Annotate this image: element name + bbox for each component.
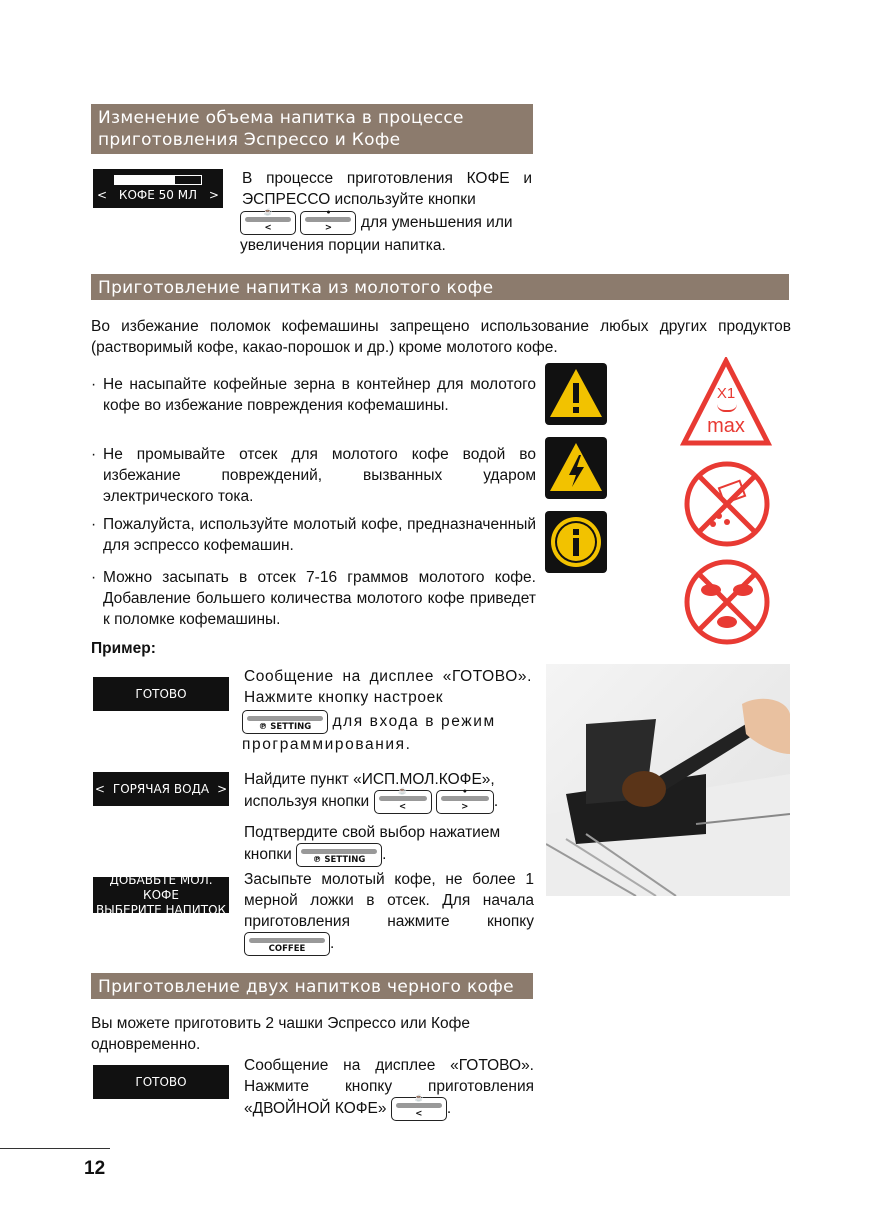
volume-buttons-row — [240, 211, 540, 256]
no-water-icon — [681, 458, 773, 550]
coffee-button[interactable]: COFFEE — [244, 932, 330, 956]
double-text-a: Сообщение на дисплее «ГОТОВО». Нажмите кнопку приготовления «ДВОЙНОЙ КОФЕ» — [244, 1057, 534, 1118]
step1-text-b: для входа в режим программирования. — [242, 713, 496, 753]
display-ready-2-label: ГОТОВО — [135, 1074, 187, 1089]
double-row: Сообщение на дисплее «ГОТОВО». Нажмите кнопку приготовления «ДВОЙНОЙ КОФЕ» ☕ < . — [244, 1057, 534, 1119]
footer-line — [0, 1148, 110, 1149]
electric-shock-icon — [545, 437, 607, 499]
section-title-volume — [91, 104, 533, 154]
bullet-4: · Можно засыпать в отсек 7-16 граммов молотого кофе. Добавление большего количества молотого кофе приведет к поломке кофемашины. — [91, 569, 536, 628]
display-ready-2 — [93, 1065, 229, 1099]
step4-row: Засыпьте молотый кофе, не более 1 мерной ложки в отсек. Для начала приготовления нажмите кнопку COFFEE . — [244, 871, 534, 954]
cup-icon: ☕ — [414, 1095, 424, 1102]
ground-coffee-photo — [546, 664, 790, 896]
bullet-1: · Не насыпайте кофейные зерна в контейнер для молотого кофе во избежание повреждения кофемашины. — [91, 376, 536, 414]
bullet-3: · Пожалуйста, используйте молотый кофе, предназначенный для эспрессо кофемашин. — [91, 516, 536, 554]
step4-text-a: Засыпьте молотый кофе, не более 1 мерной ложки в отсек. Для начала приготовления нажмите кнопку — [244, 871, 534, 930]
warning-icon — [545, 363, 607, 425]
display-hot-water-label: ГОРЯЧАЯ ВОДА — [112, 781, 210, 796]
arrow-right-icon: > — [208, 187, 219, 202]
info-icon — [545, 511, 607, 573]
section-title-double-text: Приготовление двух напитков черного кофе — [98, 977, 514, 997]
display-ready-1-label: ГОТОВО — [135, 686, 187, 701]
display-coffee-volume — [93, 169, 223, 208]
bean-icon: ● — [462, 788, 467, 795]
step2-text-a: Найдите пункт «ИСП.МОЛ.КОФЕ», используя кнопки — [244, 771, 495, 811]
section-title-volume-text: Изменение объема напитка в процессе приготовления Эспрессо и Кофе — [98, 108, 464, 150]
example-label: Пример: — [91, 640, 156, 657]
decrease-button[interactable]: ☕ < — [240, 211, 296, 235]
section-title-ground — [91, 274, 789, 300]
display-hot-water — [93, 772, 229, 806]
max-icon-bottom: max — [707, 415, 745, 437]
display-coffee-volume-label: КОФЕ 50 МЛ — [118, 187, 198, 202]
ground-intro: Во избежание поломок кофемашины запрещено использование любых других продуктов (растворимый кофе, какао-порошок и др.) кроме молотого кофе. — [91, 318, 791, 356]
bullet-2: · Не промывайте отсек для молотого кофе водой во избежание повреждений, вызванных ударом электрического тока. — [91, 446, 536, 505]
arrow-left-icon: < — [94, 781, 105, 796]
max-icon-top: X1 — [716, 385, 736, 402]
display-coffee-volume-row — [97, 188, 219, 203]
setting-button[interactable]: ℗ SETTING — [296, 843, 382, 867]
max-one-scoop-icon — [680, 357, 772, 449]
no-beans-icon — [681, 556, 773, 648]
cup-icon: ☕ — [398, 788, 407, 795]
bean-icon: ● — [326, 209, 331, 216]
section-title-double — [91, 973, 533, 999]
section-title-ground-text: Приготовление напитка из молотого кофе — [98, 278, 494, 298]
increase-button[interactable]: ● > — [436, 790, 494, 814]
display-ready-1 — [93, 677, 229, 711]
increase-button[interactable]: ● > — [300, 211, 356, 235]
display-add-line1: ДОБАВЬТЕ МОЛ. КОФЕ — [109, 872, 213, 902]
arrow-right-icon: > — [217, 781, 228, 796]
display-add-line2: ВЫБЕРИТЕ НАПИТОК — [95, 902, 227, 917]
double-intro: Вы можете приготовить 2 чашки Эспрессо или Кофе одновременно. — [91, 1015, 471, 1053]
cup-icon: ☕ — [263, 209, 273, 216]
step1-text-a: Сообщение на дисплее «ГОТОВО». Нажмите кнопку настроек — [244, 668, 532, 706]
step1-row — [242, 710, 534, 755]
step3-row: Подтвердите свой выбор нажатием кнопки ℗ SETTING . — [244, 824, 501, 865]
setting-button[interactable]: ℗ SETTING — [242, 710, 328, 734]
display-add-ground-coffee — [93, 872, 229, 917]
page-number: 12 — [84, 1158, 106, 1179]
arrow-left-icon: < — [97, 187, 108, 202]
step2-row: Найдите пункт «ИСП.МОЛ.КОФЕ», используя кнопки ☕ < ● > . — [244, 771, 499, 812]
step3-text-a: Подтвердите свой выбор нажатием кнопки — [244, 824, 501, 864]
decrease-button[interactable]: ☕ < — [374, 790, 432, 814]
volume-bar — [114, 175, 202, 185]
volume-text-a: В процессе приготовления КОФЕ и ЭСПРЕССО используйте кнопки — [242, 170, 532, 208]
volume-text-b: для уменьшения или увеличения порции напитка. — [240, 214, 513, 254]
double-coffee-button[interactable]: ☕ < — [391, 1097, 447, 1121]
